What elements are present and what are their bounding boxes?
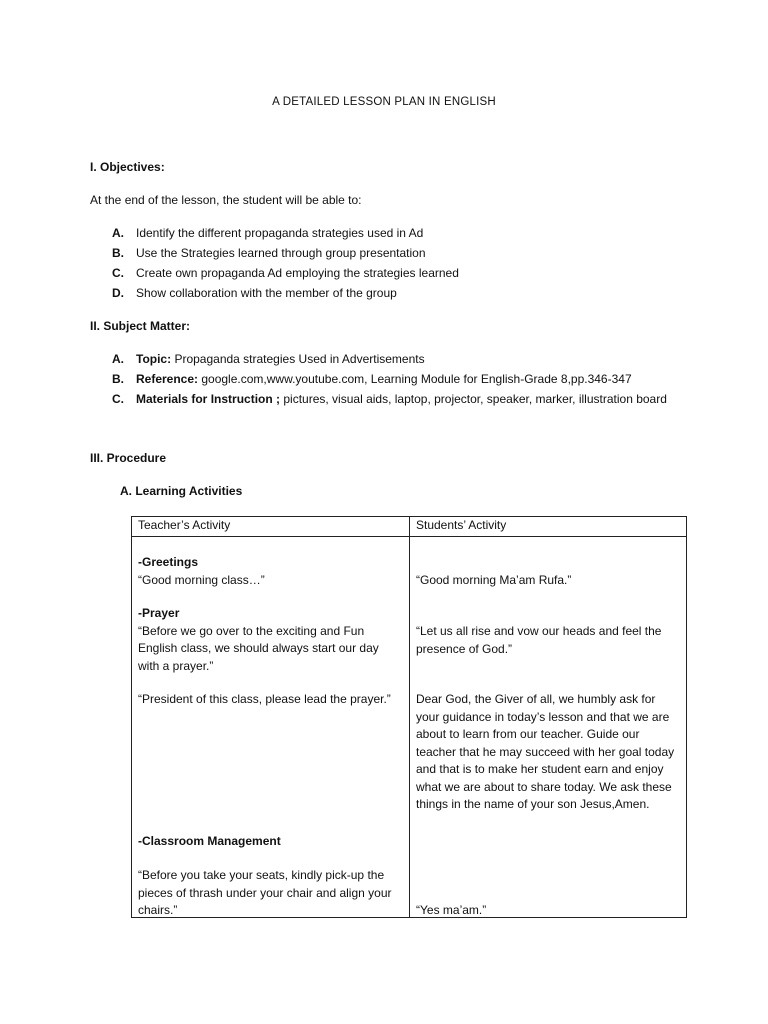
students-activity-header: Students’ Activity [410, 517, 687, 537]
students-activity-cell [410, 537, 687, 918]
prayer-text: “Before we go over to the exciting and Fun English class, we should always start our day with a prayer.” [138, 623, 379, 673]
list-item [112, 264, 682, 282]
management-reply: “Yes ma’am.” [416, 903, 487, 917]
president-request: “President of this class, please lead the prayer.” [138, 692, 391, 706]
list-item [112, 244, 682, 262]
item-letter: C. [112, 392, 124, 406]
greetings-label: -Greetings [138, 555, 199, 569]
prayer-label: -Prayer [138, 606, 180, 620]
item-text: Create own propaganda Ad employing the strategies learned [136, 266, 459, 280]
greetings-text: “Good morning class…” [138, 572, 265, 587]
item-label: Materials for Instruction ; [136, 392, 281, 406]
item-text: Propaganda strategies Used in Advertisements [171, 352, 425, 366]
objectives-heading: I. Objectives: [90, 160, 165, 174]
objectives-list [112, 224, 682, 304]
teacher-activity-header: Teacher’s Activity [132, 517, 410, 537]
item-letter: B. [112, 246, 124, 260]
learning-activities-table [131, 516, 687, 918]
item-letter: A. [112, 352, 124, 366]
learning-activities-heading: A. Learning Activities [120, 484, 243, 498]
item-text: pictures, visual aids, laptop, projector, speaker, marker, illustration board [280, 392, 667, 406]
table-header-row [132, 517, 687, 537]
subject-matter-list [112, 350, 682, 410]
item-letter: D. [112, 286, 124, 300]
list-item [112, 390, 682, 408]
management-text: “Before you take your seats, kindly pick-up the pieces of thrash under your chair and align your chairs.” [138, 868, 392, 917]
procedure-heading: III. Procedure [90, 451, 167, 465]
student-prayer: Dear God, the Giver of all, we humbly ask for your guidance in today’s lesson and that we are about to learn from our teacher. Guide our teacher that he may succeed with her goal today and that is to make her student earn and enjoy what we are about to share today. We ask these things in the name of your son Jesus,Amen. [416, 692, 675, 811]
item-text: Show collaboration with the member of the group [136, 286, 397, 300]
item-letter: A. [112, 226, 124, 240]
item-letter: C. [112, 266, 124, 280]
document-title: A DETAILED LESSON PLAN IN ENGLISH [272, 96, 496, 108]
list-item [112, 224, 682, 242]
subject-matter-heading: II. Subject Matter: [90, 319, 191, 333]
objectives-intro: At the end of the lesson, the student will be able to: [90, 193, 362, 207]
management-label: -Classroom Management [138, 834, 281, 848]
list-item [112, 284, 682, 302]
item-letter: B. [112, 372, 124, 386]
item-label: Reference: [136, 372, 199, 386]
item-text: Identify the different propaganda strategies used in Ad [136, 226, 424, 240]
greetings-block [138, 554, 403, 589]
item-label: Topic: [136, 352, 172, 366]
item-text: google.com,www.youtube.com, Learning Module for English-Grade 8,pp.346-347 [198, 372, 632, 386]
list-item [112, 350, 682, 368]
list-item [112, 370, 682, 388]
greeting-reply: “Good morning Ma’am Rufa.” [416, 573, 572, 587]
table-row [132, 537, 687, 918]
teacher-activity-cell [132, 537, 410, 918]
item-text: Use the Strategies learned through group presentation [136, 246, 426, 260]
prayer-block [138, 605, 403, 675]
prayer-reply: “Let us all rise and vow our heads and feel the presence of God.” [416, 624, 662, 656]
